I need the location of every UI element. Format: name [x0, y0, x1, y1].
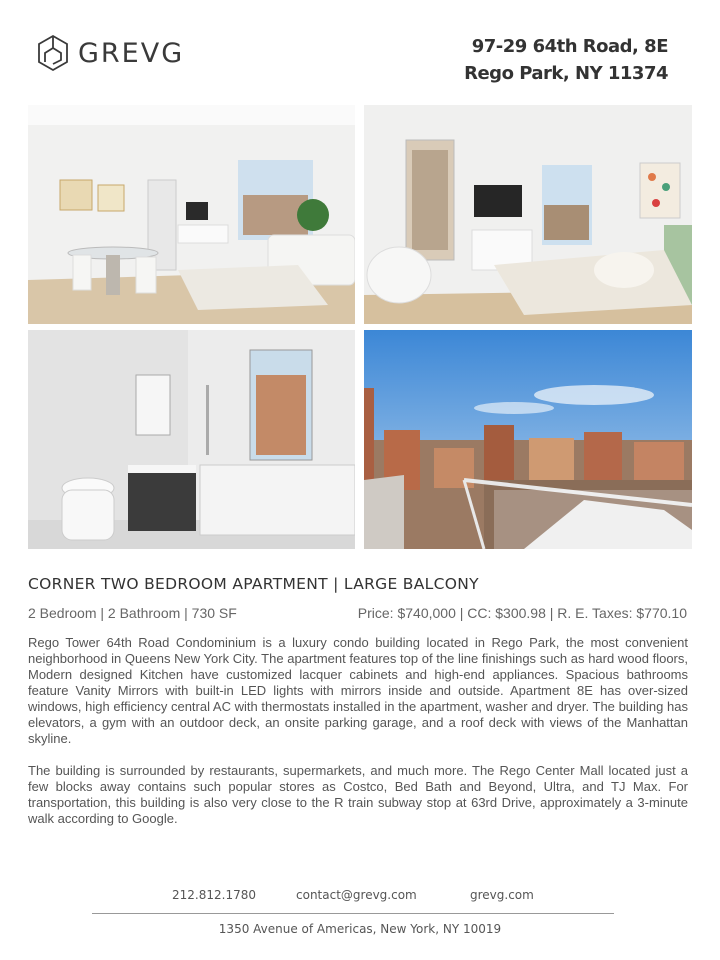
balcony-view-photo — [364, 330, 692, 549]
bedroom-photo — [364, 105, 692, 324]
company-logo[interactable] — [36, 34, 184, 72]
listing-specs: 2 Bedroom | 2 Bathroom | 730 SF — [28, 605, 237, 621]
listing-price-details: Price: $740,000 | CC: $300.98 | R. E. Taxes: $770.10 — [357, 605, 687, 621]
footer-office-address: 1350 Avenue of Americas, New York, NY 10019 — [218, 922, 502, 936]
property-address — [464, 33, 668, 87]
description-paragraph-1: Rego Tower 64th Road Condominium is a luxury condo building located in Rego Park, the most convenient neighborhood in Queens New York City. The apartment features top of the line finishings such as hard wood floors, Modern designed Kitchen have customized lacquer cabinets and high-end appliances. Spacious bathrooms feature Vanity Mirrors with built-in LED lights with mirrors inside and outside. Apartment 8E has over-sized windows, high efficiency central AC with thermostats installed in the apartment, washer and dryer. The building has elevators, a gym with an outdoor deck, an onsite parking garage, and a roof deck with views of the Manhattan skyline. — [28, 635, 688, 746]
footer-divider — [92, 913, 614, 914]
logo-hexagon-icon — [36, 34, 70, 72]
listing-headline: CORNER TWO BEDROOM APARTMENT | LARGE BALCONY — [28, 575, 479, 593]
living-room-photo — [28, 105, 355, 324]
bathroom-photo — [28, 330, 355, 549]
footer-website-link[interactable]: grevg.com — [470, 888, 534, 902]
footer-email-link[interactable]: contact@grevg.com — [296, 888, 417, 902]
footer-phone-link[interactable]: 212.812.1780 — [172, 888, 256, 902]
description-paragraph-2: The building is surrounded by restaurants, supermarkets, and much more. The Rego Center Mall located just a few blocks away contains such popular stores as Costco, Bed Bath and Beyond, Ultra, and TJ Max. For transportation, this building is also very close to the R train subway stop at 63rd Drive, approximately a 3-minute walk according to Google. — [28, 763, 688, 826]
address-line-1: 97-29 64th Road, 8E — [471, 36, 668, 57]
logo-wordmark: GREVG — [78, 37, 185, 69]
address-line-2: Rego Park, NY 11374 — [464, 63, 668, 84]
